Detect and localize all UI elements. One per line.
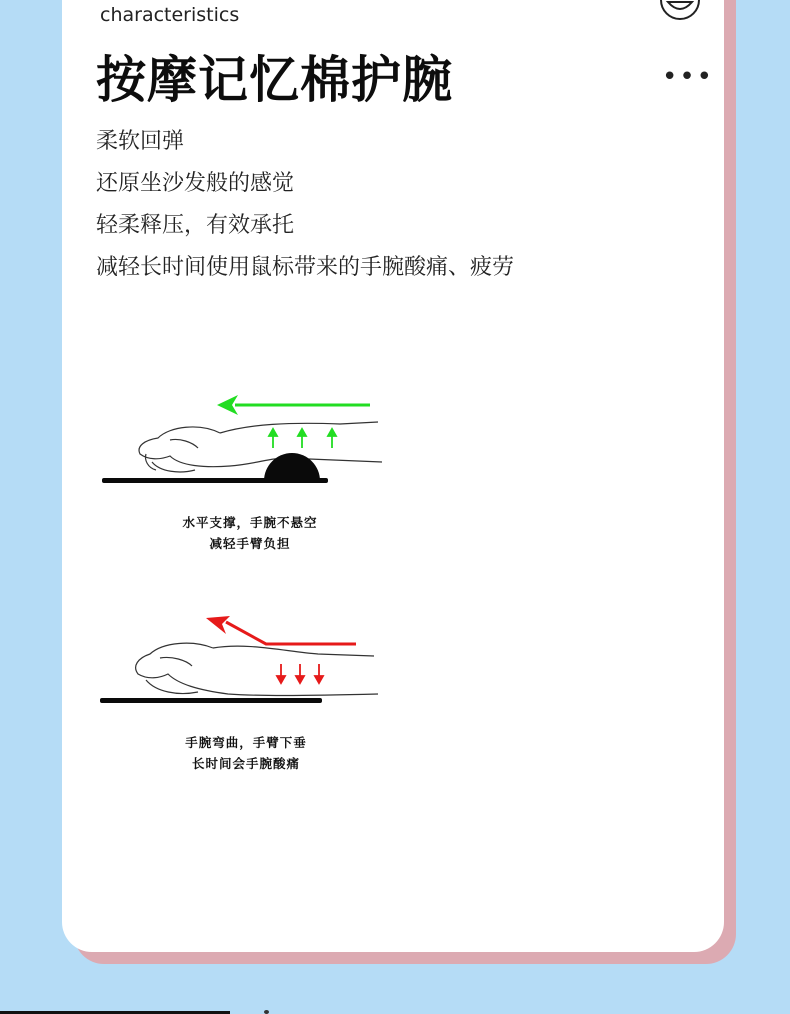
correct-posture-illustration [100,388,390,488]
feature-item: 还原坐沙发般的感觉 [96,171,295,196]
page-title: 按摩记忆棉护腕 [96,51,453,109]
feature-list [96,124,514,292]
mouse-pad [102,478,328,483]
feature-item: 减轻长时间使用鼠标带来的手腕酸痛、疲劳 [96,255,515,280]
hand-outline [139,422,382,472]
support-arrow-head [217,395,238,415]
smiley-icon [658,0,702,22]
product-card [62,0,724,952]
strain-arrow-line [226,622,356,644]
incorrect-posture-illustration [98,612,388,708]
bottom-dot [264,1010,269,1014]
more-icon[interactable]: ••• [662,62,715,92]
feature-item: 柔软回弹 [96,129,185,154]
section-eyebrow: characteristics [100,4,240,26]
figure-caption: 手腕弯曲，手臂下垂 长时间会手腕酸痛 [185,735,307,771]
down-arrows-icon [277,664,323,683]
up-arrows-icon [269,429,336,448]
feature-item: 轻柔释压，有效承托 [96,213,295,238]
strain-arrow-head [206,616,230,634]
hand-outline [136,643,378,695]
figure-caption: 水平支撑，手腕不悬空 减轻手臂负担 [182,515,318,551]
mouse-pad [100,698,322,703]
wrist-rest [264,453,320,481]
